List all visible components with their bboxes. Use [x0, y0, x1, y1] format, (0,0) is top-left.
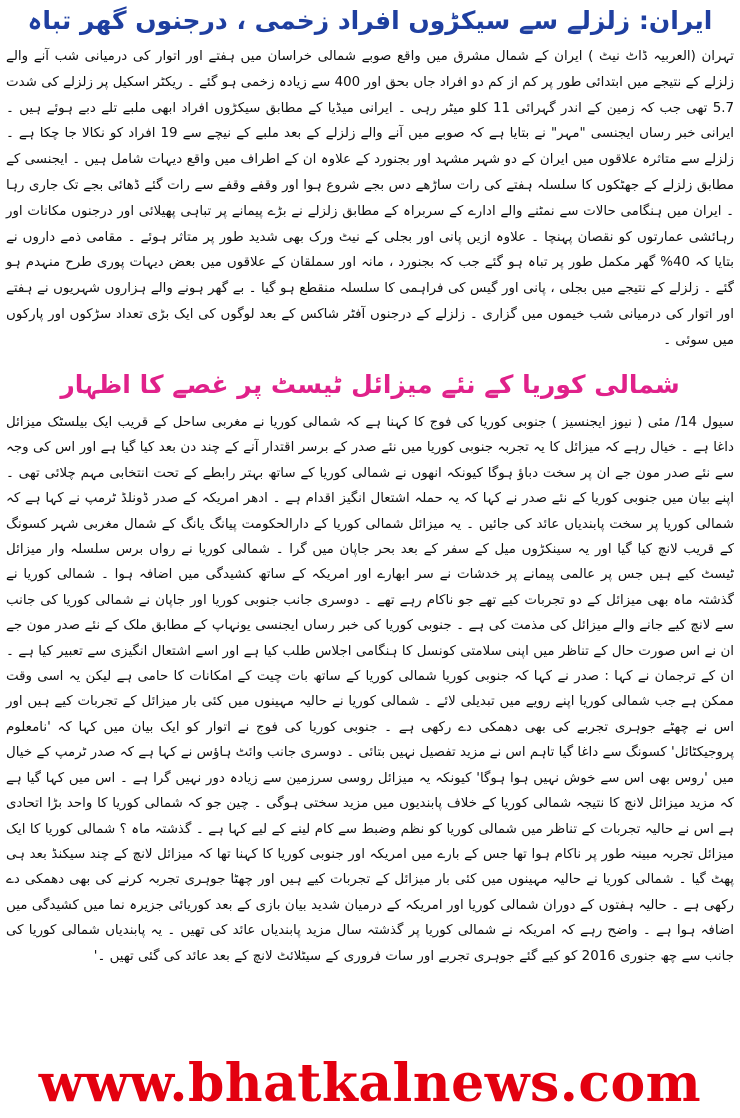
iran-earthquake-article: تہران (العربیہ ڈاٹ نیٹ ) ایران کے شمال مشرق میں واقع صوبے شمالی خراسان میں ہفتے اور اتوار کی درمیانی شب آنے والے زلزلے کے نتیجے میں ابتدائی طور پر کم از کم دو افراد جاں بحق اور 400 سے زیادہ زخمی ہو گئے ۔ ریکٹر اسکیل پر زلزلے کی شدت 5.7 تھی جب کہ زمین کے اندر گہرائی 11 کلو میٹر رہی ۔ ایرانی میڈیا کے مطابق سیکڑوں افراد ابھی ملبے تلے دبے ہوئے ہیں ۔ ایرانی خبر رساں ایجنسی "مہر" نے بتایا ہے کہ صوبے میں آنے والے زلزلے کے بعد ملبے کے نیچے سے 19 افراد کو نکالا جا چکا ہے ۔ زلزلے سے متاثرہ علاقوں میں ایران کے دو شہر مشہد اور بجنورد کے علاوہ ان کے اطراف میں واقع دیہات شامل ہیں ۔ ایجنسی کے مطابق زلزلے کے جھٹکوں کا سلسلہ ہفتے کی رات ساڑھے دس بجے شروع ہوا اور وقفے وقفے سے رات گئے ڈھائی بجے تک جاری رہا ۔ ایران میں ہنگامی حالات سے نمٹنے والے ادارے کے سربراہ کے مطابق زلزلے نے بڑے پیمانے پر تباہی پھیلائی اور درجنوں مکانات اور رہائشی عمارتوں کو نقصان پہنچا ۔ علاوہ ازیں پانی اور بجلی کے نیٹ ورک بھی شدید طور پر متاثر ہوئے ۔ مقامی ذمے داروں نے بتایا کہ 40% گھر مکمل طور پر تباہ ہو گئے جب کہ بجنورد ، مانہ اور سملقان کے علاقوں میں بعض دیہات پوری طرح منہدم ہو گئے ۔ زلزلے کے نتیجے میں بجلی ، پانی اور گیس کی فراہمی کا سلسلہ منقطع ہو گیا ۔ بے گھر ہونے والے ہزاروں شہریوں نے ہفتے اور اتوار کی درمیانی شب خیموں میں گزاری ۔ زلزلے کے درجنوں آفٹر شاکس کے بعد لوگوں کی ایک بڑی تعداد سڑکوں اور پارکوں میں سوئی ۔	[6, 49, 735, 348]
north-korea-missile-headline: شمالی کوریا کے نئے میزائل ٹیسٹ پر غصے کا اظہار	[60, 370, 680, 399]
north-korea-missile-article: سیول 14/ مئی ( نیوز ایجنسیز ) جنوبی کوریا کی فوج کا کہنا ہے کہ شمالی کوریا نے مغربی ساحل کے قریب ایک بیلسٹک میزائل داغا ہے ۔ خیال رہے کہ میزائل کا یہ تجربہ جنوبی کوریا میں نئے صدر کے برسر اقتدار آنے کے چند دن بعد کیا گیا ہے اور اس کی وجہ سے نئے صدر مون جے ان پر سخت دباؤ ہوگا کیونکہ انھوں نے شمالی کوریا کے ساتھ بہتر رابطے کے تحت انتخابی مہم چلائی تھی ۔ اپنے بیان میں جنوبی کوریا کے نئے صدر نے کہا کہ یہ حملہ اشتعال انگیز اقدام ہے ۔ ادھر امریکہ کے صدر ڈونلڈ ٹرمپ نے کہا ہے کہ شمالی کوریا پر سخت پابندیاں عائد کی جائیں ۔ یہ میزائل شمالی کوریا کے دارالحکومت پیانگ یانگ کے شمال مغربی شہر کسونگ کے قریب لانچ کیا گیا اور یہ سینکڑوں میل کے سفر کے بعد بحر جاپان میں گرا ۔ شمالی کوریا نے رواں برس سلسلہ وار میزائل ٹیسٹ کیے ہیں جس پر عالمی پیمانے پر خدشات نے سر ابھارے اور امریکہ کے ساتھ کشیدگی میں اضافہ ہوا ۔ شمالی کوریا نے گذشتہ ماہ بھی میزائل کے دو تجربات کیے تھے جو ناکام رہے تھے ۔ دوسری جانب جنوبی کوریا اور جاپان نے شمالی کوریا کی جانب سے لانچ کیے جانے والے میزائل کی مذمت کی ہے ۔ جنوبی کوریا کی خبر رساں ایجنسی یونہاپ کے مطابق ملک کے نئے صدر مون جے ان نے اس صورت حال کے تناظر میں اپنی سلامتی کونسل کا ہنگامی اجلاس طلب کیا ہے اور اسے اشتعال انگیزی سے تعبیر کیا ہے ۔ ان کے ترجمان نے کہا : صدر نے کہا کہ جنوبی کوریا شمالی کوریا کے ساتھ بات چیت کے امکانات کا حامی ہے لیکن یہ اسی وقت ممکن ہے جب شمالی کوریا اپنے رویے میں تبدیلی لائے ۔ شمالی کوریا نے حالیہ مہینوں میں کئی بار میزائل کے تجربات کیے ہیں اور اس نے چھٹے جوہری تجربے کی بھی دھمکی دے رکھی ہے ۔ جنوبی کوریا کی فوج نے اتوار کو ایک بیان میں کہا کہ 'نامعلوم پروجیکٹائل' کسونگ سے داغا گیا تاہم اس نے مزید تفصیل نہیں بتائی ۔ دوسری جانب وائٹ ہاؤس نے کہا ہے کہ صدر ٹرمپ کے خیال میں 'روس بھی اس سے خوش نہیں ہوا ہوگا' کیونکہ یہ میزائل روسی سرزمین سے زیادہ دور نہیں گرا ہے ۔ اس میں کہا گیا ہے کہ مزید میزائل لانچ کا نتیجہ شمالی کوریا کے خلاف پابندیوں میں مزید سختی ہوگی ۔ چین جو کہ شمالی کوریا کا واحد بڑا اتحادی ہے اس نے حالیہ تجربات کے تناظر میں شمالی کوریا کو نظم وضبط سے کام لینے کے لیے کہا ہے ۔ گذشتہ ماہ ؟ شمالی کوریا کا ایک میزائل تجربہ مبینہ طور پر ناکام ہوا تھا جس کے بارے میں امریکہ اور جنوبی کوریا کا کہنا تھا کہ میزائل لانچ کے چند سیکنڈ بعد ہی پھٹ گیا ۔ شمالی کوریا نے حالیہ مہینوں میں کئی بار میزائل کے تجربات کیے ہیں اور چھٹا جوہری تجربہ کرنے کی بھی دھمکی دے رکھی ہے ۔ حالیہ ہفتوں کے دوران شمالی کوریا اور امریکہ کے درمیان شدید بیان بازی کے بعد کوریائی جزیرہ نما میں کشیدگی میں اضافہ ہوا ہے ۔ واضح رہے کہ امریکہ نے شمالی کوریا پر گذشتہ سال مزید پابندیاں عائد کی تھیں ۔ یہ پابندیاں شمالی کوریا کی جانب سے چھ جنوری 2016 کو کیے گئے جوہری تجربے اور سات فروری کے سیٹلائٹ لانچ کے بعد عائد کی گئی تھیں ۔'	[6, 415, 734, 964]
website-footer: www.bhatkalnews.com	[38, 1053, 702, 1114]
iran-earthquake-headline: ایران: زلزلے سے سیکڑوں افراد زخمی ، درجنوں گھر تباہ	[27, 6, 713, 35]
